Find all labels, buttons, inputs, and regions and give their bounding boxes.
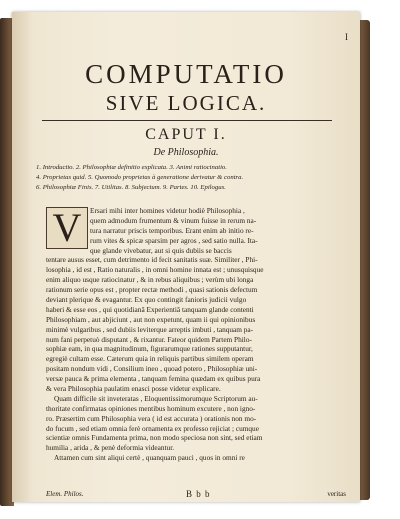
body-line: Ersari mihi inter homines videtur hodiè Philosophia , (90, 206, 245, 215)
chapter-subtitle: De Philosophia. (153, 147, 219, 158)
signature-title: Elem. Philos. (46, 490, 84, 498)
summary-line: 6. Philosophiæ Finis. 7. Utilitas. 8. Subjectum. 9. Partes. 10. Epilogus. (36, 184, 226, 191)
body-line: scientiæ omnis Fundamenta prima, non modo speciosa non sint, sed etiam (46, 433, 263, 443)
body-line: egregiè cultam esse. Cæterum quia in reliquis partibus similem operam (46, 354, 254, 364)
body-line: enim aliquo usque ratiocinatur , & in rebus aliquibus ; verùm ubi longa (46, 275, 254, 285)
body-line: thoritate confirmatas opiniones mentibus hominum excutere , non igno- (46, 403, 256, 413)
body-line: tura narratur priscis temporibus. Erant enim ab initio re- (90, 225, 254, 235)
drop-cap: V (46, 207, 88, 249)
body-line: losophia , id est , Ratio naturalis , in omni homine innata est ; unusquisque (46, 265, 264, 275)
body-line: deviant plerique & evagantur. Ex quo contingit fanioris judicii vulgo (46, 295, 247, 305)
body-text (46, 206, 346, 463)
page-number: I (345, 32, 348, 42)
body-line: rum vites & spicæ sparsim per agros , sed satio nulla. Ita- (90, 235, 258, 245)
body-line: quem admodum frumentum & vinum fuisse in rerum na- (90, 215, 257, 225)
title-line-2: SIVE LOGICA. (105, 91, 267, 115)
title-line-1: COMPUTATIO (85, 59, 287, 89)
body-line: num fani perpetuò disputant , & rixantur. Fateor quidem Partem Philo- (46, 334, 252, 344)
title-rule (42, 120, 332, 121)
chapter-heading: CAPUT I. (145, 126, 227, 143)
chapter-summary (36, 163, 346, 193)
body-line: positam nondum vidi , Consilium ineo , quoad potero , Philosophiæ uni- (46, 364, 258, 374)
body-line: sophiæ eam, in qua magnitudinum, figurarumque rationes supputantur, (46, 344, 253, 354)
body-line: Quam difficile sit inveteratas , Eloquentissimorumque Scriptorum au- (54, 393, 258, 403)
body-line: ro. Præsertim cum Philosophia vera ( id est accurata ) orationis non mo- (46, 413, 257, 423)
body-line: rationum serie opus est , propter rectæ methodi , quasi sationis defectum (46, 285, 258, 295)
body-line: do fucum , sed etiam omnia ferè ornamenta ex professo rejiciat ; cumque (46, 423, 259, 433)
catchword: veritas (327, 490, 346, 498)
body-line: humilia , arida , & penè deformia videantur. (46, 443, 175, 453)
body-line: & vera Philosophia paulatim enasci posse videtur explicare. (46, 384, 221, 394)
body-line: Philosophiam , aut abjiciunt , aut non expetunt, quam ii qui opinionibus (46, 314, 256, 324)
body-line: haberi & esse eos , qui quotidianâ Experientiâ tanquam glande contenti (46, 304, 254, 314)
signature-mark: B b b (186, 489, 211, 499)
body-line: versæ pauca & prima elementa , tanquam femina quædam ex quibus pura (46, 374, 261, 384)
book-cover-edge (360, 20, 370, 500)
body-line: tentare ausus esset, cum detrimento id fecit sanitatis suæ. Similiter , Phi- (46, 255, 258, 265)
summary-line: 4. Proprietas quid. 5. Quomodo proprietas à generatione derivatur & contra. (36, 174, 244, 181)
body-line: minimè vulgaribus , sed dubiis leviterque arreptis imbuti , tanquam pa- (46, 324, 254, 334)
summary-line: 1. Introductio. 2. Philosophiæ definitio explicata. 3. Animi ratiocinatio. (36, 164, 227, 171)
body-line: Attamen cum sint aliqui certè , quanquam pauci , quos in omni re (54, 453, 245, 463)
body-line: que glande vivebatur, aut si quis dubiis se baccis (90, 245, 232, 255)
book-page (12, 12, 360, 502)
